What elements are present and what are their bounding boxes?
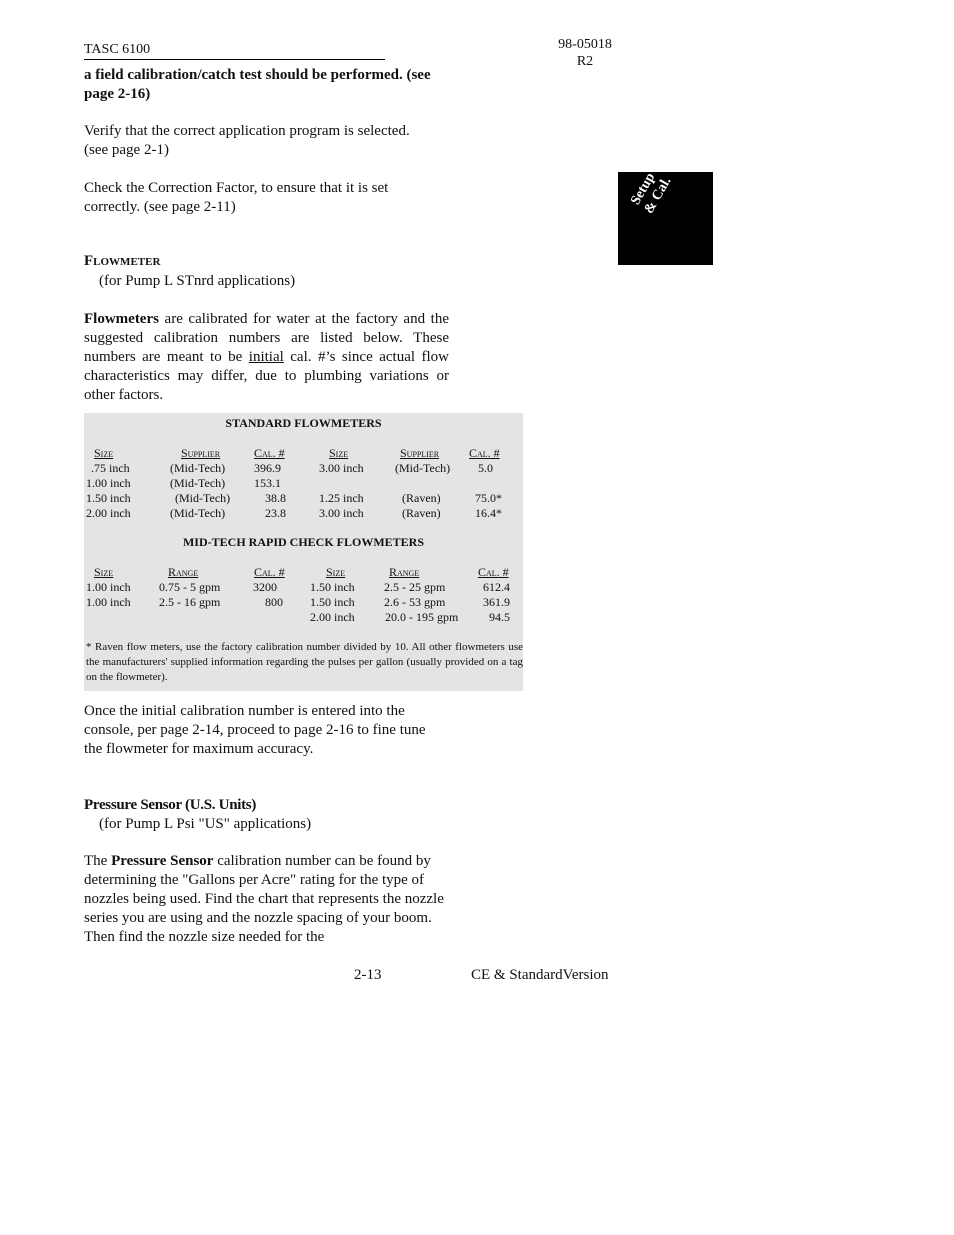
intro-text — [84, 66, 450, 104]
once-paragraph: Once the initial calibration number is entered into the console, per page 2-14, proceed to page 2-16 to fine tune the flowmeter for maximum accuracy. — [84, 703, 426, 757]
header-doc-info — [530, 36, 640, 70]
table-header: Cal. # — [254, 446, 285, 460]
intro-page-ref: page 2-16 — [84, 86, 146, 102]
table-header: Size — [94, 446, 114, 460]
table-header: Cal. # — [478, 565, 509, 579]
doc-number: 98-05018 — [558, 37, 612, 52]
table-header: Size — [329, 446, 349, 460]
pressure-heading: Pressure Sensor (U.S. Units) — [84, 797, 257, 813]
flowmeter-subheading: (for Pump L STnrd applications) — [99, 273, 296, 289]
table-header: Range — [168, 565, 199, 579]
table-header: Cal. # — [254, 565, 285, 579]
table-header: Supplier — [400, 446, 440, 460]
section-tab-label: Setup & Cal. — [628, 170, 675, 220]
table-header: Range — [389, 565, 420, 579]
rapid-check-title: MID-TECH RAPID CHECK FLOWMETERS — [182, 535, 424, 549]
page-number: 2-13 — [354, 967, 382, 983]
pressure-subheading: (for Pump L Psi "US" applications) — [99, 816, 312, 832]
flowmeter-bold: Flowmeters — [84, 311, 159, 327]
table-header: Size — [326, 565, 346, 579]
table-footnote: * Raven flow meters, use the factory calibration number divided by 10. All other flowmeters use the manufacturers' supplied information regarding the pulses per gallon (usually provided on a tag on the flowmeter). — [86, 641, 523, 683]
check-paragraph: Check the Correction Factor, to ensure that it is set correctly. (see page 2-11) — [84, 180, 389, 215]
flowmeter-table: STANDARD FLOWMETERS Size Supplier Cal. # Size Supplier Cal. # .75 inch (Mid-Tech) 396.9 3.00 inch (Mid-Tech) 5.0 1.00 inch (Mid-Tech) 153.1 1.50 inch (Mid-Tech) 38.8 1.25 inch (Raven) 75.0* 2.00 inch (Mid-Tech) 23.8 3.00 inch (Raven) 16.4* MID-TECH RAPID CHECK FLOWMETERS Size Range Cal. # Size Range Cal. # 1.00 inch 0.75 - 5 gpm 3200 1.50 inch 2.5 - 25 gpm 612.4 1.00 inch 2.5 - 16 gpm 800 1.50 inch 2.6 - 53 gpm 361.9 2.00 inch 20.0 - 195 gpm 94.5 * Raven flow meters, use the factory calibration number divided by 10. All other flowmeters use the manufacturers' supplied information regarding the pulses per gallon (usually provided on a tag on the flowmeter). — [84, 413, 523, 691]
intro-paren: ) — [145, 86, 151, 102]
table-header: Supplier — [181, 446, 221, 460]
verify-paragraph: Verify that the correct application program is selected. (see page 2-1) — [84, 123, 410, 158]
section-tab — [618, 172, 713, 265]
table-header: Cal. # — [469, 446, 500, 460]
initial-underlined: initial — [248, 349, 284, 365]
flowmeter-heading: Flowmeter — [84, 253, 161, 269]
intro-line1: a field calibration/catch test should be performed. (see — [84, 67, 431, 83]
table-header: Size — [94, 565, 114, 579]
header-title: TASC 6100 — [84, 42, 385, 60]
pressure-sensor-bold: Pressure Sensor — [111, 853, 214, 869]
flowmeter-paragraph: Flowmeters are calibrated for water at the factory and the suggested calibration numbers are listed below. These numbers are meant to be initial cal. #’s since actual flow characteristics may differ, due to plumbing variations or other factors. — [84, 311, 449, 403]
standard-flowmeters-title: STANDARD FLOWMETERS — [225, 416, 382, 430]
revision: R2 — [576, 54, 594, 69]
version-label: CE & StandardVersion — [471, 967, 609, 983]
pressure-paragraph: The Pressure Sensor calibration number can be found by determining the "Gallons per Acre" rating for the type of nozzles being used. Find the chart that represents the nozzle series you are using and the nozzle spacing of your boom. Then find the nozzle size needed for the — [84, 853, 444, 945]
